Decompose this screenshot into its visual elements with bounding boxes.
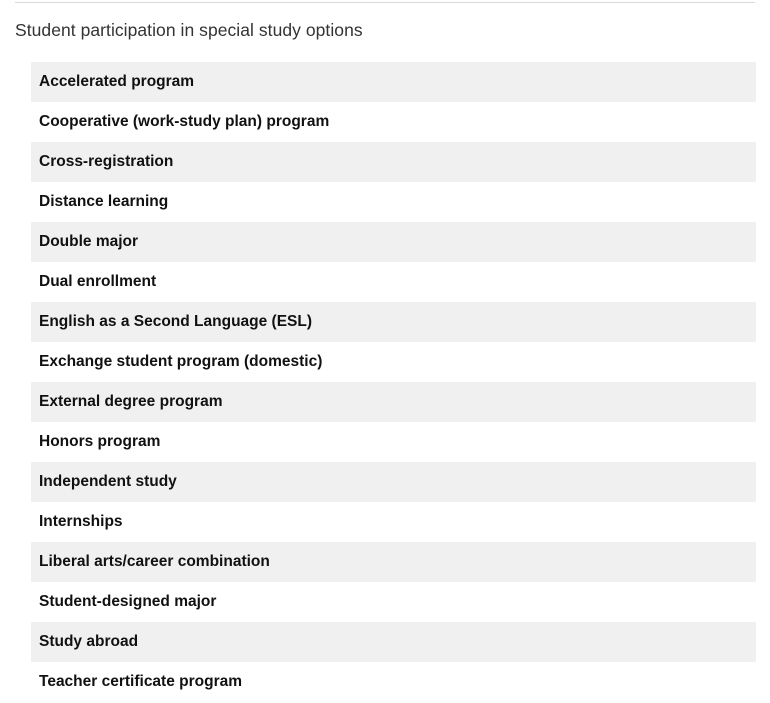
top-divider <box>15 2 755 3</box>
option-label: Cooperative (work-study plan) program <box>39 113 330 130</box>
list-item <box>31 62 756 102</box>
option-label: English as a Second Language (ESL) <box>39 313 313 330</box>
option-label: Accelerated program <box>39 73 195 90</box>
option-label: Dual enrollment <box>39 273 157 290</box>
option-label: Cross-registration <box>39 153 174 170</box>
list-item <box>31 262 756 302</box>
list-item <box>31 182 756 222</box>
option-label: Teacher certificate program <box>39 673 243 690</box>
list-item <box>31 422 756 462</box>
option-label: Distance learning <box>39 193 169 210</box>
option-label: Double major <box>39 233 139 250</box>
section-title: Student participation in special study options <box>15 20 363 40</box>
list-item <box>31 102 756 142</box>
option-label: Exchange student program (domestic) <box>39 353 323 370</box>
list-item <box>31 222 756 262</box>
list-item <box>31 462 756 502</box>
list-item <box>31 582 756 622</box>
option-label: Liberal arts/career combination <box>39 553 270 570</box>
list-item <box>31 502 756 542</box>
list-item <box>31 342 756 382</box>
option-label: Independent study <box>39 473 177 490</box>
list-item <box>31 662 756 702</box>
option-label: External degree program <box>39 393 223 410</box>
option-label: Internships <box>39 513 123 530</box>
option-label: Study abroad <box>39 633 139 650</box>
list-item <box>31 622 756 662</box>
list-item <box>31 542 756 582</box>
study-options-list <box>31 62 756 702</box>
list-item <box>31 302 756 342</box>
list-item <box>31 142 756 182</box>
option-label: Honors program <box>39 433 161 450</box>
list-item <box>31 382 756 422</box>
option-label: Student-designed major <box>39 593 217 610</box>
